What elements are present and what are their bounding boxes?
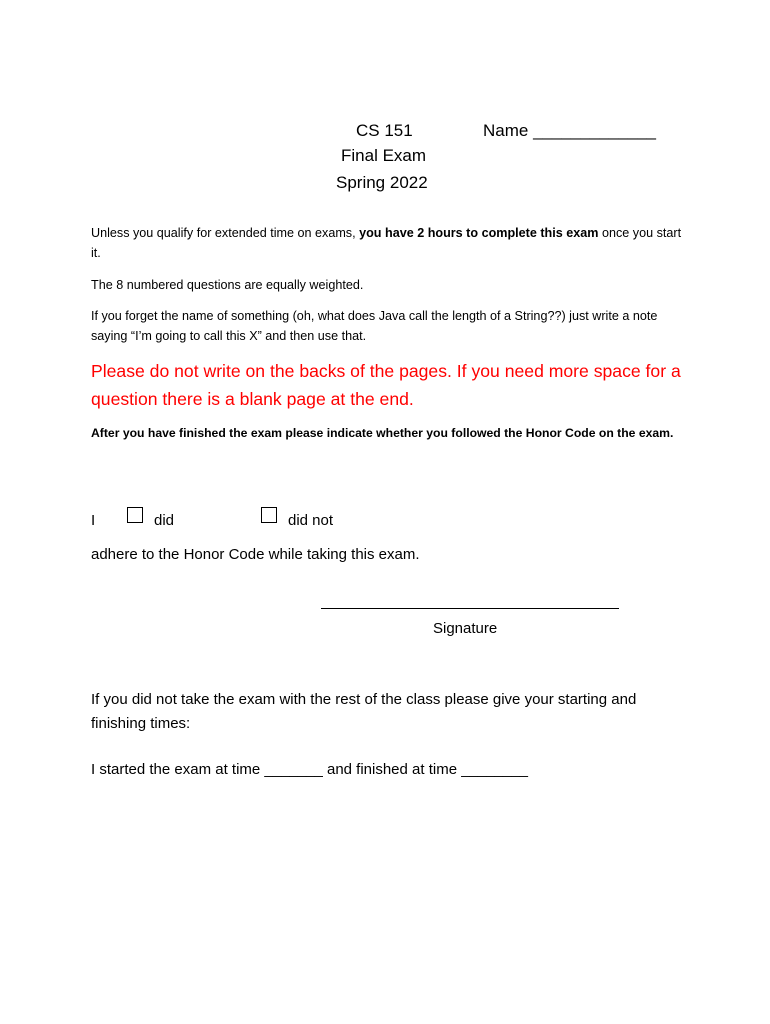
exam-title: Final Exam — [341, 146, 427, 165]
honor-code-instruction: After you have finished the exam please indicate whether you followed the Honor Code on the exam. — [91, 426, 674, 440]
exam-term: Spring 2022 — [336, 173, 428, 192]
signature-line[interactable] — [321, 608, 619, 609]
backs-of-pages-warning: Please do not write on the backs of the pages. If you need more space for a question there is a blank page at the end. — [91, 361, 681, 409]
course-title: CS 151 — [356, 121, 413, 140]
time-instruction-prefix: Unless you qualify for extended time on exams, — [91, 226, 360, 240]
time-instruction-suffix: once you start it. — [91, 226, 682, 260]
alternate-time-prompt: If you did not take the exam with the rest of the class please give your starting and finishing times: — [91, 691, 637, 732]
honor-pronoun: I — [91, 512, 96, 529]
did-label: did — [154, 512, 175, 529]
signature-label: Signature — [433, 620, 498, 637]
name-field[interactable]: Name _____________ — [483, 121, 656, 140]
time-instruction — [91, 223, 691, 263]
did-not-label: did not — [288, 512, 334, 529]
honor-statement: adhere to the Honor Code while taking this exam. — [91, 546, 420, 563]
start-finish-times-line[interactable]: I started the exam at time _______ and finished at time ________ — [91, 761, 528, 778]
time-instruction-bold: you have 2 hours to complete this exam — [359, 226, 599, 240]
naming-instruction: If you forget the name of something (oh, what does Java call the length of a String??) just write a note saying “I’m going to call this X” and then use that. — [91, 309, 658, 343]
did-not-checkbox[interactable] — [261, 507, 277, 523]
did-checkbox[interactable] — [127, 507, 143, 523]
weighting-instruction: The 8 numbered questions are equally weighted. — [91, 278, 364, 292]
